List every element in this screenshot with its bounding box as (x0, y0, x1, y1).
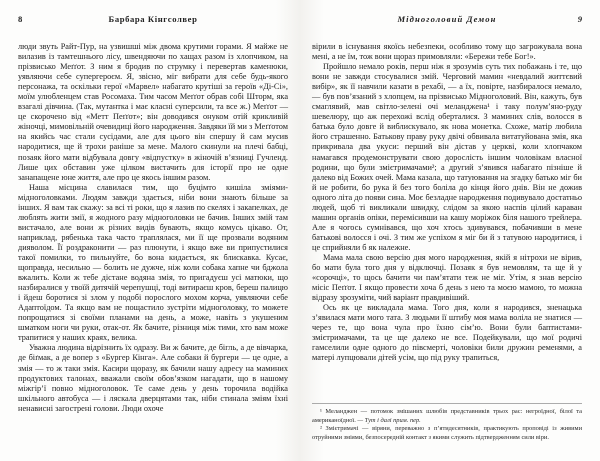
footnote: ² Змієтримачі — віряни, переважно з п’ятидесятників, практикують проповіді із живими отруйними зміями, безпосередній контакт з якими служить підтвердженням сили віри. (312, 425, 582, 442)
paragraph: Наша місцина славилася тим, що буцімто кишіла зміями-мідноголовками. Людям завжди здається, ніби вони знають більше за інших. Я вам так скажу: за всі ті роки, що я лазив по скелях і закапелках, де люблять жити змії, я жодного разу мідноголовки не бачив. Інших змій там вистачало, але вони ж різних видів бувають, якщо комусь цікаво. От, наприклад, рябенька така часто траплялася, ми її ще прозвали водяним дияволом. Її роздраконити — раз плюнути, і якщо вже ви припустилися такої помилки, то пильнуйте, бо вона кидається, як блискавка. Кусає, щоправда, несильно — болить не дужче, ніж коли собака хапне чи бджола вжалить. Коли ж тебе дістане водяна змія, то пригадуєш усі матюки, що назбиралися у твоїй дитячій черепушці, тоді витираєш кров, береш палицю і йдеш боротися зі злом у подобі порослого мохом корча, уявляючи себе Адаптоїдом. Та якщо вам не пощастило зустріти мідноголовку, то можете попрощатися зі своїми планами на день, а може, навіть з укушеним шматком ноги чи руки, отак-от. Як бачите, різниця між тими, хто вам може трапитися у наших краях, велика. (18, 182, 288, 343)
right-page-body (312, 42, 582, 364)
paragraph: люди звуть Райт-Пур, на узвишші між двома крутими горами. Я майже не вилазив із тамтешнього лісу, швендяючи по хащах разом із хлопчиком, на прізвисько Меґґот. З ним я бродив по струмку і перевертав каменюки, уявляючи себе супергероєм. Я, звісно, міг вибрати для себе будь-якого персонажа, та оскільки герої «Марвел» набагато крутіші за героїв «Ді-Сі», моїм улюбленцем став Росомаха. Тим часом Меґґот обрав собі Шторм, яка взагалі дівчина. (Так, мутантка і має класні суперсили, та все ж.) Меґґот — це скорочено від «Метт Пеґґот»; він доводився онуком отій крикливій жіночці, мимовільній очевидиці його народження. Завдяки їй ми з Меґґотом на якийсь час стали сусідами, але для цього він спершу й сам мусив народитися, ще й трохи раніше за мене. Малого скинули на плечі бабці, позаяк його мати відбувала довгу «відпустку» в жіночій в’язниці Гучленд. Лише цих обставин уже цілком вистачить для історії про не одне занапащене юне життя, але про це якось іншим разом. (18, 42, 288, 182)
footnote: ¹ Меланджен — потомок змішаних шлюбів представників трьох рас: негроїдної, білої та американоїдної. — Тут і далі прим. пер. (312, 408, 582, 424)
footnote-separator (312, 403, 582, 404)
paragraph: Пройшло немало років, перш ніж я зрозумів суть тих побажань і те, що вони не завжди стосувалися змій. Черговий мамин «невдалий життєвий вибір», як її навчили казати в рехабі, — а їх, повірте, назбиралося немало, — був пов’язаний з хлопцем, на прізвисько Мідноголовий. Він, кажуть, був смаглявий, мав світло-зелені очі меланджена¹ і таку полум’яно-руду шевелюру, що аж перехожі вслід оберталися. З маминих слів, волосся в батька було довге й виблискувало, як нова монетка. Схоже, матір любила його страшенно. Батькову праву руку двічі обвивала витатуйована змія, яка прикривала два укуси: перший він дістав у церкві, коли хлопчаком намагався продемонструвати свою дорослість іншим чоловікам власної родини, що були змієтримачами²; а другий з’явився набагато пізніше й далеко від Божих очей. Мама казала, що татуювання на згадку батько міг би й не робити, бо рука й без того боліла до кінця його днів. Він не дожив одного літа до появи сина. Моє безладне народження подивувало достатньо людей, щоб ті викликали швидку, слідом за якою наспів цілий караван машин органів опіки, перемісивши на кашу моріжок біля нашого трейлера. Але я чогось сумнівався, що хоч хтось здивувався, побачивши в мене батькові волосся і очі. З тим же успіхом я міг би й з татувою народитися, і це сприйняли б як належне. (312, 62, 582, 252)
right-running-head: Мідноголовий Демон (397, 14, 497, 24)
left-page-header (18, 14, 288, 25)
paragraph: Ось як це викладала мама. Того дня, коли я народився, зненацька з’явилася мати мого тата. З людьми її штибу моя мама воліла не знатися — через те, що вона чула про їхню сім’ю. Вони були баптистами-змієтримачами, та це ще далеко не все. Подейкували, що мої родичі гамселили одне одного до півсмерті, чоловіки били дружин ременями, а матері лупцювали дітей усім, що під руку трапиться, (312, 303, 582, 363)
footnotes-block (312, 403, 582, 443)
paragraph: Мама мала свою версію дня мого народження, якій я нітрохи не вірив, бо мати була того дня у відключці. Позаяк я був немовлям, та ще й у «сорочці», то щось бачити чи пам’ятати теж не міг. Утім, я знав версію місіс Пеґґот. І якщо провести хоча б день з нею та моєю мамою, то можна відразу зрозуміти, чий варіант правдивіший. (312, 252, 582, 303)
left-page (18, 14, 288, 451)
paragraph: вірили в існування якоїсь небезпеки, особливо тому що загрожувала вона мені, а не їм, тож вони щораз примовляли: «Бережи тебе Бог!». (312, 42, 582, 62)
footnote-list (312, 408, 582, 443)
right-page (312, 14, 582, 451)
left-page-body (18, 42, 288, 414)
left-running-head: Барбара Кінгсолвер (108, 14, 198, 24)
right-page-number: 9 (577, 14, 582, 24)
right-page-header (312, 14, 582, 25)
left-page-number: 8 (18, 14, 23, 24)
paragraph: Уважна людина відрізнить їх одразу. Ви ж бачите, де бігль, а де вівчарка, де біґмак, а де вопер з «Бургер Кінга». Але собаки й бургери — це одне, а змія — то ж таки змія. Касири щоразу, як бачили нашу адресу на маминих продуктових талонах, вважали своїм обов’язком нагадати, що в нашому міжгір’ї повно мідноголовок. Те саме день у день торочила водійка шкільного автобуса — і ляскала дверцятами так, ніби стинала зміям їхні ненависні загострені голови. Люди охоче (18, 343, 288, 413)
